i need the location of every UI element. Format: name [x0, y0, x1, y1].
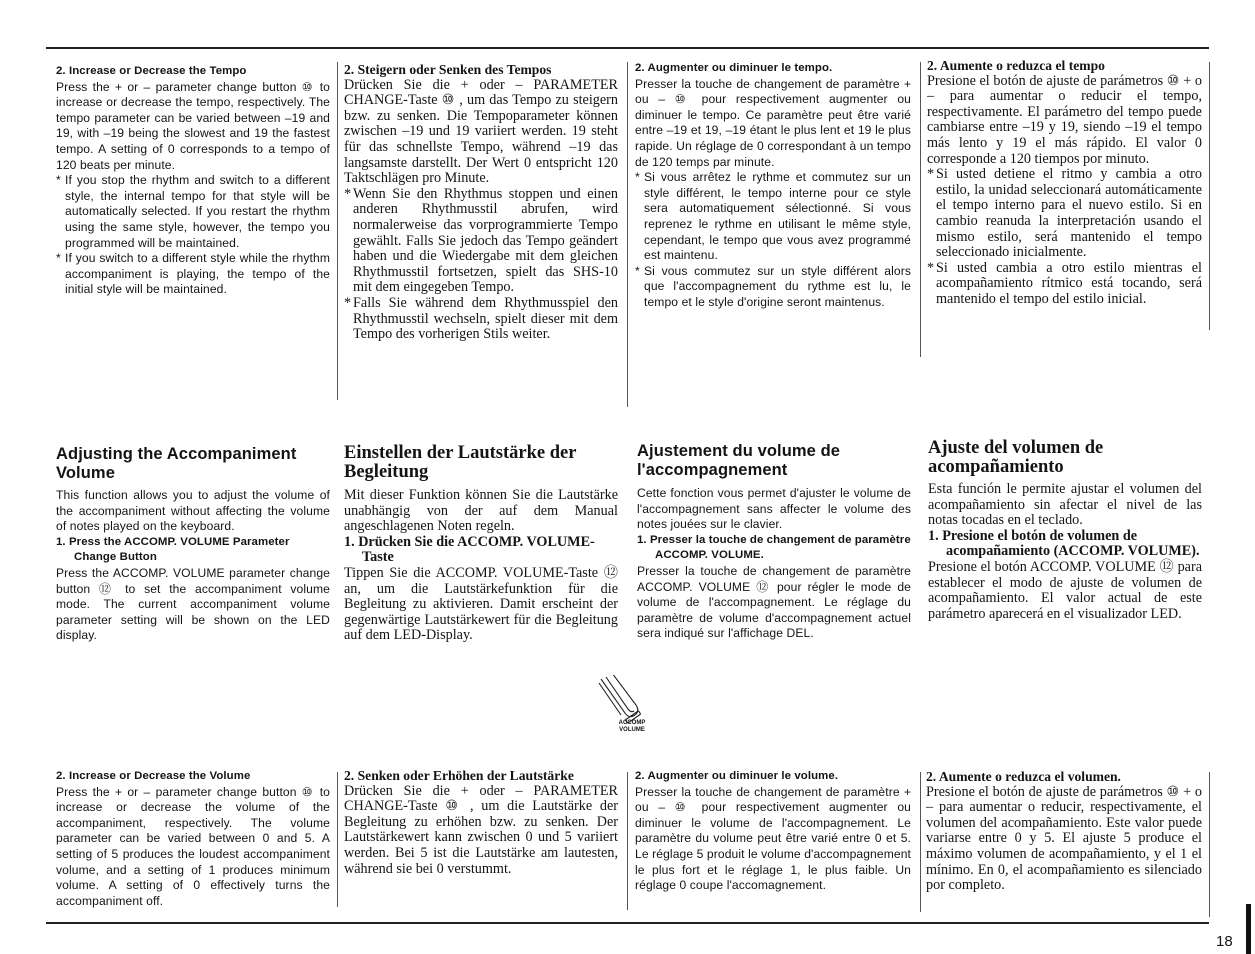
- tempo-section-fr: [635, 61, 911, 366]
- accomp-heading-es: Ajuste del volumen de acompañamiento: [928, 438, 1104, 477]
- page-edge-mark: [1246, 904, 1251, 954]
- accomp-step-es: 1. Presione el botón de volumen de acompañamiento (ACCOMP. VOLUME).: [928, 527, 1200, 560]
- accomp-section-de: [344, 488, 618, 653]
- accomp-step-fr: 1. Presser la touche de changement de paramètre ACCOMP. VOLUME.: [637, 533, 911, 562]
- volume-subhead-en: 2. Increase or Decrease the Volume: [56, 770, 251, 782]
- accomp-heading-de: Einstellen der Lautstärke der Begleitung: [344, 443, 577, 482]
- tempo-body-de: Drücken Sie die + oder – PARAMETER CHANGE-Taste ⑩ , um das Tempo zu steigern bzw. zu senken. Die Tempoparameter können zwischen –19 und 19 variiert werden. 19 steht für das schnellste Tempo, während –19 das langsamste darstellt. Der Wert 0 entspricht 120 Taktschlägen pro Minute.: [344, 76, 618, 187]
- tempo-body-es: Presione el botón de ajuste de parámetros ⑩ + o – para aumentar o reducir el tempo, respectivamente. El parámetro del tempo puede cambiarse entre –19 y 19, siendo –19 el tempo más lento y 19 el más rápido. El valor 0 corresponde a 120 tiempos por minuto.: [927, 72, 1202, 167]
- tempo-body-fr: Presser la touche de changement de paramètre + ou – ⑩ pour respectivement augmenter ou diminuer le tempo. Ce paramètre peut être varié entre –19 et 19, –19 étant le plus lent et 19 le plus rapide. Un réglage de 0 correspondant à un tempo de 120 temps par minute.: [635, 76, 911, 169]
- accomp-body-es: Esta función le permite ajustar el volumen del acompañamiento sin afectar el nivel de las notas tocadas en el teclado.: [928, 482, 1202, 529]
- volume-section-fr: [635, 769, 911, 914]
- accomp-body-fr: Cette fonction vous permet d'ajuster le volume de l'accompagnement sans affecter le volume des notes jouées sur le clavier.: [637, 486, 911, 532]
- column-divider: [627, 772, 628, 910]
- accomp-step-de: 1. Drücken Sie die ACCOMP. VOLUME-Taste: [344, 533, 595, 566]
- tempo-section-es: [927, 58, 1202, 334]
- tempo-note-2-en: * If you switch to a different style while the rhythm accompaniment is playing, the tempo of the initial style will be maintained.: [56, 251, 330, 297]
- volume-subhead-de: 2. Senken oder Erhöhen der Lautstärke: [344, 768, 574, 783]
- tempo-subhead-de: 2. Steigern oder Senken des Tempos: [344, 62, 552, 77]
- volume-section-de: [344, 768, 618, 888]
- accomp-section-fr: [637, 486, 911, 666]
- volume-body-es: Presione el botón de ajuste de parámetros ⑩ + o – para aumentar o reducir, respectivamente, el volumen del acompañamiento. Este valor puede variarse entre 0 y 5. El ajuste 5 produce el máximo volumen de acompañamiento, y el 1 el mínimo. En 0, el acompañamiento es silenciado por completo.: [926, 783, 1202, 894]
- bottom-rule: [46, 922, 1209, 924]
- tempo-note-2-fr: * Si vous commutez sur un style différent alors que l'accompagnement du rythme est lu, le tempo et le style d'origine seront maintenus.: [635, 263, 911, 309]
- accomp-heading-fr: Ajustement du volume de l'accompagnement: [637, 442, 841, 479]
- accomp-step-body-de: Tippen Sie die ACCOMP. VOLUME-Taste ⑫ an, um die Lautstärkefunktion für die Begleitung zu aktivieren. Damit erscheint der gegenwärtige Lautstärkewert für die Begleitung auf dem LED-Display.: [344, 564, 618, 644]
- accomp-section-es: [928, 482, 1202, 647]
- column-divider: [1209, 772, 1210, 917]
- accomp-step-body-fr: Presser la touche de changement de paramètre ACCOMP. VOLUME ⑫ pour régler le mode de volume de l'accompagnement. Le réglage du paramètre de volume d'accompagnement actuel sera indiqué sur l'affichage DEL.: [637, 563, 911, 641]
- column-divider: [627, 62, 628, 407]
- volume-section-es: [926, 769, 1202, 919]
- tempo-note-2-de: * Falls Sie während dem Rhythmusspiel den Rhythmusstil wechseln, spielt dieser mit dem Tempo des vorherigen Stils weiter.: [344, 294, 618, 343]
- volume-subhead-fr: 2. Augmenter ou diminuer le volume.: [635, 770, 839, 782]
- accomp-body-en: This function allows you to adjust the volume of the accompaniment without affecting the volume of notes played on the keyboard.: [56, 488, 330, 534]
- tempo-subhead-fr: 2. Augmenter ou diminuer le tempo.: [635, 62, 833, 74]
- column-divider: [920, 772, 921, 912]
- tempo-note-1-fr: * Si vous arrêtez le rythme et commutez sur un style différent, le tempo interne pour ce style sera automatiquement sélectionné. Si vous reprenez le rythme en utilisant le même style, cependant, le tempo que vous avez programmé est maintenu.: [635, 170, 911, 263]
- caption-line-2: VOLUME: [619, 726, 645, 733]
- tempo-subhead-en: 2. Increase or Decrease the Tempo: [56, 65, 247, 77]
- volume-subhead-es: 2. Aumente o reduzca el volumen.: [926, 769, 1121, 784]
- column-divider: [337, 62, 338, 400]
- top-rule: [46, 47, 1209, 49]
- caption-line-1: ACCOMP: [618, 720, 646, 726]
- tempo-section-en: [56, 64, 330, 354]
- column-divider: [337, 772, 338, 907]
- volume-body-de: Drücken Sie die + oder – PARAMETER CHANGE-Taste ⑩ , um die Lautstärke der Begleitung zu erhöhen bzw. zu senken. Der Lautstärkewert kann zwischen 0 und 5 variiert werden. Bei 5 ist die Lautstärke am lautesten, während sie bei 0 verstummt.: [344, 782, 618, 877]
- tempo-subhead-es: 2. Aumente o reduzca el tempo: [927, 58, 1105, 73]
- accomp-step-body-en: Press the ACCOMP. VOLUME parameter change button ⑫ to set the accompaniment volume mode. The current accompaniment volume parameter setting will be shown on the LED display.: [56, 565, 330, 643]
- accomp-heading-en: Adjusting the Accompaniment Volume: [56, 445, 297, 482]
- accomp-step-en: 1. Press the ACCOMP. VOLUME Parameter Change Button: [56, 535, 290, 564]
- accomp-step-body-es: Presione el botón ACCOMP. VOLUME ⑫ para establecer el modo de ajuste de volumen de acompañamiento. El valor actual de este parámetro aparecerá en el visualizador LED.: [928, 558, 1202, 622]
- tempo-section-de: [344, 62, 618, 400]
- accomp-section-en: [56, 488, 330, 668]
- tempo-body-en: Press the + or – parameter change button ⑩ to increase or decrease the tempo, respectively. The tempo parameter can be varied between –19 and 19, with –19 being the slowest and 19 the fastest tempo. A setting of 0 corresponds to a tempo of 120 beats per minute.: [56, 79, 330, 172]
- tempo-note-1-de: * Wenn Sie den Rhythmus stoppen und einen anderen Rhythmusstil abrufen, wird normalerweise das vorprogrammierte Tempo gewählt. Falls Sie jedoch das Tempo geändert haben und die Wiedergabe mit dem gleichen Rhythmusstil fortsetzen, spielt das SHS-10 mit dem eingegeben Tempo.: [344, 185, 618, 296]
- volume-body-en: Press the + or – parameter change button ⑩ to increase or decrease the volume of the accompaniment, respectively. The volume parameter can be varied between 0 and 5. A setting of 5 produces the loudest accompaniment volume, and a setting of 1 produces minimum volume. A setting of 0 effectively turns the accompaniment off.: [56, 784, 330, 908]
- volume-body-fr: Presser la touche de changement de paramètre + ou – ⑩ pour respectivement augmenter ou diminuer le volume de l'accompagnement. Le paramètre du volume peut être varié entre 0 et 5. Le réglage 5 produit le volume d'accompagnement le plus fort et le réglage 1, le plus faible. Un réglage 0 coupe l'accomagnement.: [635, 784, 911, 893]
- column-divider: [1209, 62, 1210, 330]
- volume-section-en: [56, 769, 330, 914]
- tempo-note-2-es: * Si usted cambia a otro estilo mientras el acompañamiento rítmico está tocando, será mantenido el tempo del estilo inicial.: [927, 259, 1202, 307]
- accomp-body-de: Mit dieser Funktion können Sie die Lautstärke unabhängig von der auf dem Manual angeschlagenen Noten regeln.: [344, 488, 618, 535]
- page-number: 18: [1216, 933, 1233, 950]
- column-divider: [920, 62, 921, 357]
- accomp-volume-caption: [617, 720, 647, 733]
- tempo-note-1-en: * If you stop the rhythm and switch to a different style, the internal tempo for that style will be automatically selected. If you restart the rhythm using the same style, however, the tempo you programmed will be maintained.: [56, 173, 330, 250]
- tempo-note-1-es: * Si usted detiene el ritmo y cambia a otro estilo, la unidad seleccionará automáticamente el tempo interno para el nuevo estilo. Si en cambio reanuda la interpretación usando el mismo estilo, será mantenido el tempo seleccionado inicialmente.: [927, 166, 1202, 261]
